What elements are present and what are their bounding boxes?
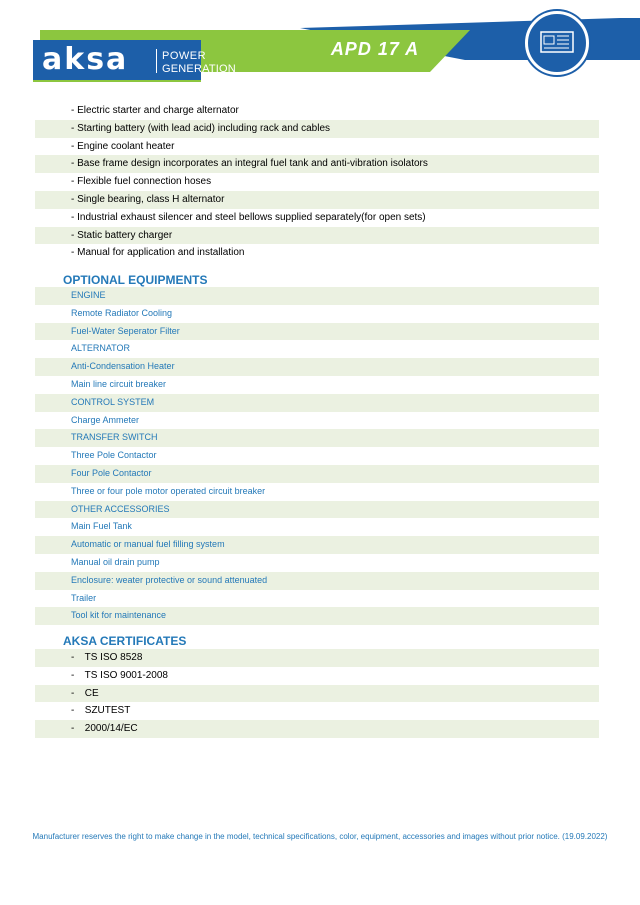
list-item: Enclosure: weater protective or sound attenuated [35, 572, 599, 590]
list-item: - Base frame design incorporates an integral fuel tank and anti-vibration isolators [35, 155, 599, 173]
disclaimer-footer: Manufacturer reserves the right to make change in the model, technical specifications, color, equipment, accessories and images without prior notice. (19.09.2022) [32, 832, 608, 841]
certificates-title: AKSA CERTIFICATES [63, 634, 187, 648]
list-item: - Manual for application and installation [71, 247, 245, 259]
list-item: - Electric starter and charge alternator [71, 105, 239, 116]
list-item: OTHER ACCESSORIES [35, 501, 599, 519]
list-item: - Static battery charger [35, 227, 599, 245]
logo-power: POWER [162, 50, 207, 62]
list-item [35, 685, 599, 703]
model-title: APD 17 A [330, 39, 420, 59]
list-item: - Flexible fuel connection hoses [71, 176, 212, 188]
certificate-name: TS ISO 9001-2008 [84, 669, 168, 681]
list-item: Tool kit for maintenance [35, 607, 599, 625]
list-item: ALTERNATOR [71, 343, 131, 354]
list-item: Main line circuit breaker [71, 378, 167, 389]
generator-badge [525, 11, 589, 75]
list-item: Four Pole Contactor [35, 465, 599, 483]
aksa-logo [33, 40, 236, 82]
certificate-name: TS ISO 8528 [84, 652, 143, 663]
list-item: CONTROL SYSTEM [35, 394, 599, 412]
certificates-list [35, 649, 599, 738]
list-item [35, 702, 599, 720]
list-item [35, 649, 599, 667]
standard-equipment-list [35, 102, 599, 262]
logo-brand: aksa [42, 42, 129, 77]
certificate-name: SZUTEST [84, 705, 131, 717]
list-item: - Engine coolant heater [71, 140, 175, 152]
list-item: TRANSFER SWITCH [35, 429, 599, 447]
list-item: Automatic or manual fuel filling system [35, 536, 599, 554]
optional-equipments-title: OPTIONAL EQUIPMENTS [63, 273, 208, 287]
list-item: Trailer [71, 592, 97, 603]
list-dash: - [71, 669, 75, 681]
list-item [35, 720, 599, 738]
list-item: Manual oil drain pump [71, 556, 160, 567]
list-item: - Industrial exhaust silencer and steel bellows supplied separately(for open sets) [71, 211, 426, 223]
list-item: - Starting battery (with lead acid) including rack and cables [35, 120, 599, 138]
list-dash: - [71, 652, 75, 663]
list-item: Anti-Condensation Heater [35, 358, 599, 376]
list-item [35, 667, 599, 685]
page-header [0, 0, 640, 100]
logo-separator [156, 49, 157, 73]
list-dash: - [71, 687, 75, 699]
list-item: - Single bearing, class H alternator [35, 191, 599, 209]
certificate-name: 2000/14/EC [84, 723, 138, 735]
list-item: Remote Radiator Cooling [71, 307, 173, 318]
list-item: Fuel-Water Seperator Filter [35, 323, 599, 341]
logo-generation: GENERATION [162, 63, 236, 75]
generator-icon [540, 31, 574, 53]
list-item: Main Fuel Tank [71, 521, 132, 532]
list-item: Three or four pole motor operated circuit breaker [71, 485, 266, 496]
list-item: Charge Ammeter [71, 414, 140, 425]
certificate-name: CE [84, 687, 99, 699]
optional-equipments-list [35, 287, 599, 625]
list-dash: - [71, 723, 75, 735]
list-item: Three Pole Contactor [71, 450, 157, 461]
list-dash: - [71, 705, 75, 717]
list-item: ENGINE [35, 287, 599, 305]
